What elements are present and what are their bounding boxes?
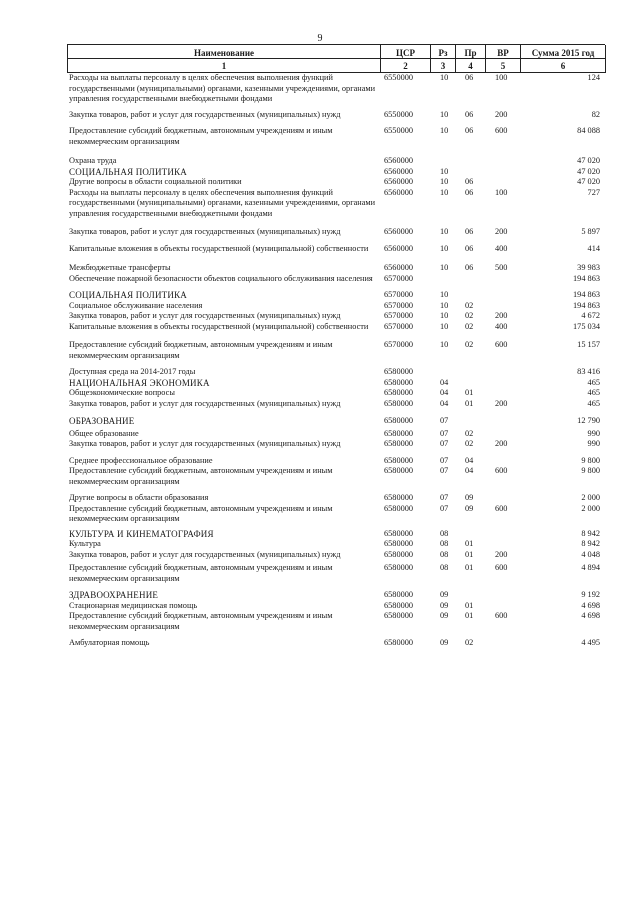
column-number-row (67, 59, 605, 73)
row-csr: 6580000 (384, 398, 414, 408)
row-name: КУЛЬТУРА И КИНЕМАТОГРАФИЯ (69, 528, 214, 539)
row-sum: 465 (587, 398, 600, 408)
row-rz: 10 (440, 263, 449, 272)
header-sum: Сумма 2015 год (521, 45, 606, 59)
row-rz: 10 (440, 73, 449, 82)
row-sum: 990 (587, 439, 600, 448)
row-rz: 07 (440, 455, 449, 465)
row-sum: 194 863 (573, 300, 600, 310)
row-sum: 47 020 (577, 177, 600, 186)
row-name: Доступная среда на 2014-2017 годы (69, 367, 196, 376)
table-row (67, 73, 605, 105)
row-csr: 6550000 (384, 109, 414, 119)
table-row (67, 340, 605, 361)
row-rz: 10 (440, 311, 449, 320)
row-pr: 02 (465, 439, 474, 448)
row-pr: 06 (465, 177, 474, 186)
row-csr: 6580000 (384, 503, 414, 513)
table-row (67, 244, 605, 255)
row-rz: 07 (440, 439, 449, 448)
row-csr: 6550000 (384, 126, 414, 135)
row-sum: 9 192 (581, 590, 600, 599)
column-number: 4 (456, 59, 486, 73)
row-sum: 84 088 (577, 126, 600, 135)
row-name: Обеспечение пожарной безопасности объектов социального обслуживания населения (69, 273, 373, 283)
row-sum: 194 863 (573, 273, 600, 283)
table-row (67, 167, 605, 178)
row-pr: 09 (465, 493, 474, 502)
row-name: Стационарная медицинская помощь (69, 600, 198, 610)
row-vr: 200 (495, 398, 508, 408)
row-pr: 02 (465, 300, 474, 310)
row-vr (485, 367, 520, 378)
row-vr: 500 (495, 263, 508, 272)
row-vr: 200 (495, 311, 508, 320)
row-csr: 6580000 (384, 563, 414, 572)
row-pr (455, 156, 485, 167)
row-sum: 82 (591, 109, 600, 119)
row-vr: 600 (495, 563, 508, 572)
row-name: Среднее профессиональное образование (69, 455, 213, 465)
row-name: НАЦИОНАЛЬНАЯ ЭКОНОМИКА (69, 377, 210, 388)
row-sum: 124 (587, 73, 600, 82)
row-csr: 6580000 (384, 528, 414, 538)
row-pr: 06 (465, 263, 474, 272)
table-row (67, 177, 605, 188)
column-number: 6 (521, 59, 606, 73)
row-rz: 07 (440, 416, 449, 425)
row-rz: 09 (440, 611, 449, 620)
row-pr: 01 (465, 398, 474, 408)
row-name: Предоставление субсидий бюджетным, автономным учреждениям и иным некоммерческим организациям (69, 466, 333, 486)
row-sum: 4 672 (581, 311, 600, 320)
row-pr: 01 (465, 611, 474, 620)
column-number: 2 (381, 59, 431, 73)
row-rz: 08 (440, 539, 449, 548)
row-vr (485, 416, 520, 427)
row-name: Межбюджетные трансферты (69, 263, 171, 272)
row-csr: 6580000 (384, 600, 414, 610)
table-header (67, 44, 605, 59)
table-row (67, 156, 605, 167)
row-sum: 727 (587, 187, 600, 197)
row-pr: 02 (465, 428, 474, 438)
row-name: Закупка товаров, работ и услуг для государственных (муниципальных) нужд (69, 398, 341, 408)
row-rz: 09 (440, 590, 449, 599)
header-pr: Пр (456, 45, 486, 59)
row-vr (485, 177, 520, 188)
header-csr: ЦСР (381, 45, 431, 59)
row-rz: 10 (440, 187, 449, 197)
row-vr: 200 (495, 227, 508, 236)
row-rz: 08 (440, 528, 449, 538)
row-sum: 990 (587, 428, 600, 438)
row-sum: 8 942 (581, 528, 600, 538)
row-rz: 09 (440, 600, 449, 610)
table-row (67, 611, 605, 632)
row-csr: 6560000 (384, 156, 414, 165)
row-csr: 6570000 (384, 273, 414, 283)
column-number: 1 (68, 59, 381, 73)
row-pr (455, 290, 485, 301)
row-sum: 414 (587, 243, 600, 253)
row-csr: 6550000 (384, 73, 414, 82)
row-pr: 02 (465, 340, 474, 349)
row-sum: 4 894 (581, 563, 600, 572)
row-sum: 9 800 (581, 455, 600, 465)
row-name: Капитальные вложения в объекты государственной (муниципальной) собственности (69, 243, 369, 253)
row-csr: 6580000 (384, 549, 414, 559)
table-row (67, 311, 605, 322)
table-row (67, 274, 605, 285)
row-csr: 6580000 (384, 455, 414, 465)
row-rz: 10 (440, 109, 449, 119)
row-csr: 6560000 (384, 166, 414, 176)
row-rz: 07 (440, 503, 449, 513)
row-vr: 600 (495, 126, 508, 135)
table-row (67, 601, 605, 612)
row-name: Охрана труда (69, 156, 117, 165)
row-vr: 200 (495, 109, 508, 119)
row-csr: 6560000 (384, 177, 414, 186)
row-name: Социальное обслуживание населения (69, 300, 203, 310)
table-row (67, 638, 605, 649)
row-name: Общее образование (69, 428, 139, 438)
row-vr (485, 493, 520, 504)
row-sum: 12 790 (577, 416, 600, 425)
table-row (67, 263, 605, 274)
row-rz: 10 (440, 321, 449, 331)
row-rz: 07 (440, 466, 449, 475)
row-name: Закупка товаров, работ и услуг для государственных (муниципальных) нужд (69, 227, 341, 236)
row-rz (430, 274, 455, 285)
row-csr: 6560000 (384, 187, 414, 197)
table-row (67, 493, 605, 504)
row-vr (485, 167, 520, 178)
row-pr (455, 367, 485, 378)
row-name: Амбулаторная помощь (69, 638, 150, 647)
row-pr: 06 (465, 109, 474, 119)
row-vr (485, 529, 520, 540)
row-rz (430, 367, 455, 378)
row-pr: 01 (465, 549, 474, 559)
row-pr: 01 (465, 388, 474, 397)
row-name: Расходы на выплаты персоналу в целях обеспечения выполнения функций государственными (муниципальными) органами, казенными учреждениями, органами управления государственными внебюджетными фондами (69, 73, 376, 103)
row-vr: 400 (495, 321, 508, 331)
row-pr: 01 (465, 563, 474, 572)
row-rz: 10 (440, 126, 449, 135)
row-pr: 04 (465, 455, 474, 465)
row-vr (485, 638, 520, 649)
page-number: 9 (317, 33, 323, 44)
row-sum: 83 416 (577, 367, 600, 376)
row-csr: 6580000 (384, 439, 414, 448)
row-pr: 06 (465, 243, 474, 253)
header-rz: Рз (431, 45, 456, 59)
row-name: Капитальные вложения в объекты государственной (муниципальной) собственности (69, 321, 369, 331)
row-csr: 6570000 (384, 340, 414, 349)
row-pr: 06 (465, 126, 474, 135)
row-name: ЗДРАВООХРАНЕНИЕ (69, 590, 159, 600)
row-vr (485, 378, 520, 389)
row-vr: 600 (495, 611, 508, 620)
row-csr: 6560000 (384, 227, 414, 236)
row-name: Предоставление субсидий бюджетным, автономным учреждениям и иным некоммерческим организациям (69, 126, 333, 146)
row-csr: 6560000 (384, 243, 414, 253)
row-csr: 6570000 (384, 300, 414, 310)
table-row (67, 227, 605, 238)
row-name: Предоставление субсидий бюджетным, автономным учреждениям и иным некоммерческим организациям (69, 503, 333, 523)
row-pr: 01 (465, 600, 474, 610)
row-pr: 04 (465, 466, 474, 475)
row-vr: 100 (495, 187, 508, 197)
row-vr (485, 590, 520, 601)
row-vr (485, 388, 520, 399)
row-name: ОБРАЗОВАНИЕ (69, 416, 135, 426)
row-vr (485, 456, 520, 467)
row-name: Культура (69, 539, 101, 548)
budget-table (67, 44, 605, 649)
table-row (67, 529, 605, 540)
row-csr: 6580000 (384, 590, 414, 599)
row-pr: 02 (465, 321, 474, 331)
row-csr: 6580000 (384, 416, 414, 425)
row-rz: 10 (440, 290, 449, 299)
table-row (67, 126, 605, 147)
row-rz: 10 (440, 340, 449, 349)
row-pr: 09 (465, 503, 474, 513)
table-row (67, 378, 605, 389)
row-vr (485, 156, 520, 167)
row-name: Предоставление субсидий бюджетным, автономным учреждениям и иным некоммерческим организациям (69, 563, 333, 583)
row-vr (485, 429, 520, 440)
row-pr (455, 274, 485, 285)
row-vr (485, 274, 520, 285)
row-vr: 100 (495, 73, 508, 82)
row-sum: 2 000 (581, 503, 600, 513)
row-name: Другие вопросы в области социальной политики (69, 177, 242, 186)
row-rz: 04 (440, 388, 449, 397)
row-rz: 10 (440, 227, 449, 236)
table-row (67, 563, 605, 584)
row-sum: 175 034 (573, 321, 600, 331)
row-vr (485, 539, 520, 550)
row-sum: 4 698 (581, 611, 600, 620)
row-csr: 6580000 (384, 493, 414, 502)
row-sum: 15 157 (577, 340, 600, 349)
row-sum: 4 495 (581, 638, 600, 647)
row-csr: 6580000 (384, 388, 414, 397)
row-pr (455, 378, 485, 389)
table-row (67, 188, 605, 220)
row-sum: 8 942 (581, 539, 600, 548)
row-pr: 02 (465, 311, 474, 320)
table-row (67, 110, 605, 121)
row-name: Предоставление субсидий бюджетным, автономным учреждениям и иным некоммерческим организациям (69, 340, 333, 360)
table-body (67, 73, 605, 649)
table-row (67, 416, 605, 427)
row-vr: 600 (495, 466, 508, 475)
row-rz (430, 156, 455, 167)
row-sum: 4 048 (581, 549, 600, 559)
table-row (67, 590, 605, 601)
row-csr: 6580000 (384, 466, 414, 475)
row-rz: 04 (440, 398, 449, 408)
table-row (67, 322, 605, 333)
row-vr (485, 601, 520, 612)
table-row (67, 504, 605, 525)
row-name: СОЦИАЛЬНАЯ ПОЛИТИКА (69, 166, 187, 177)
row-sum: 4 698 (581, 600, 600, 610)
table-row (67, 466, 605, 487)
row-rz: 10 (440, 300, 449, 310)
row-sum: 465 (587, 388, 600, 397)
table-row (67, 388, 605, 399)
row-vr: 200 (495, 439, 508, 448)
row-vr (485, 301, 520, 312)
row-rz: 10 (440, 177, 449, 186)
row-sum: 39 983 (577, 263, 600, 272)
row-vr: 600 (495, 340, 508, 349)
table-row (67, 399, 605, 410)
row-pr: 06 (465, 227, 474, 236)
table-row (67, 439, 605, 450)
table-row (67, 367, 605, 378)
row-pr: 06 (465, 187, 474, 197)
header-vr: ВР (486, 45, 521, 59)
row-pr (455, 167, 485, 178)
header-name: Наименование (68, 45, 381, 59)
row-rz: 08 (440, 563, 449, 572)
row-name: Закупка товаров, работ и услуг для государственных (муниципальных) нужд (69, 109, 341, 119)
row-sum: 9 800 (581, 466, 600, 475)
row-vr: 600 (495, 503, 508, 513)
table-row (67, 429, 605, 440)
table-row (67, 550, 605, 561)
row-vr (485, 290, 520, 301)
row-csr: 6580000 (384, 428, 414, 438)
row-csr: 6560000 (384, 263, 414, 272)
row-csr: 6580000 (384, 377, 414, 387)
row-csr: 6570000 (384, 321, 414, 331)
row-sum: 5 897 (581, 227, 600, 236)
row-vr: 400 (495, 243, 508, 253)
row-name: Расходы на выплаты персоналу в целях обеспечения выполнения функций государственными (муниципальными) органами, казенными учреждениями, органами управления государственными внебюджетными фондами (69, 187, 376, 218)
table-row (67, 301, 605, 312)
table-row (67, 290, 605, 301)
row-pr (455, 590, 485, 601)
row-rz: 10 (440, 243, 449, 253)
row-csr: 6580000 (384, 367, 414, 376)
row-sum: 194 863 (573, 290, 600, 299)
row-pr (455, 416, 485, 427)
row-sum: 47 020 (577, 166, 600, 176)
table-row (67, 456, 605, 467)
column-number: 3 (431, 59, 456, 73)
row-name: Закупка товаров, работ и услуг для государственных (муниципальных) нужд (69, 439, 341, 448)
row-csr: 6580000 (384, 638, 414, 647)
row-sum: 2 000 (581, 493, 600, 502)
table-row (67, 539, 605, 550)
row-name: СОЦИАЛЬНАЯ ПОЛИТИКА (69, 290, 187, 300)
row-pr: 02 (465, 638, 474, 647)
row-rz: 10 (440, 166, 449, 176)
column-number: 5 (486, 59, 521, 73)
row-pr: 06 (465, 73, 474, 82)
row-csr: 6570000 (384, 311, 414, 320)
row-name: Закупка товаров, работ и услуг для государственных (муниципальных) нужд (69, 549, 341, 559)
row-name: Общеэкономические вопросы (69, 388, 175, 397)
row-vr: 200 (495, 549, 508, 559)
row-rz: 04 (440, 377, 449, 387)
row-rz: 09 (440, 638, 449, 647)
row-rz: 08 (440, 549, 449, 559)
row-csr: 6570000 (384, 290, 414, 299)
row-rz: 07 (440, 428, 449, 438)
row-name: Закупка товаров, работ и услуг для государственных (муниципальных) нужд (69, 311, 341, 320)
row-sum: 47 020 (577, 156, 600, 165)
row-pr (455, 529, 485, 540)
row-sum: 465 (587, 377, 600, 387)
row-rz: 07 (440, 493, 449, 502)
row-csr: 6580000 (384, 611, 414, 620)
row-csr: 6580000 (384, 539, 414, 548)
row-name: Предоставление субсидий бюджетным, автономным учреждениям и иным некоммерческим организациям (69, 611, 333, 631)
row-pr: 01 (465, 539, 474, 548)
row-name: Другие вопросы в области образования (69, 493, 209, 502)
